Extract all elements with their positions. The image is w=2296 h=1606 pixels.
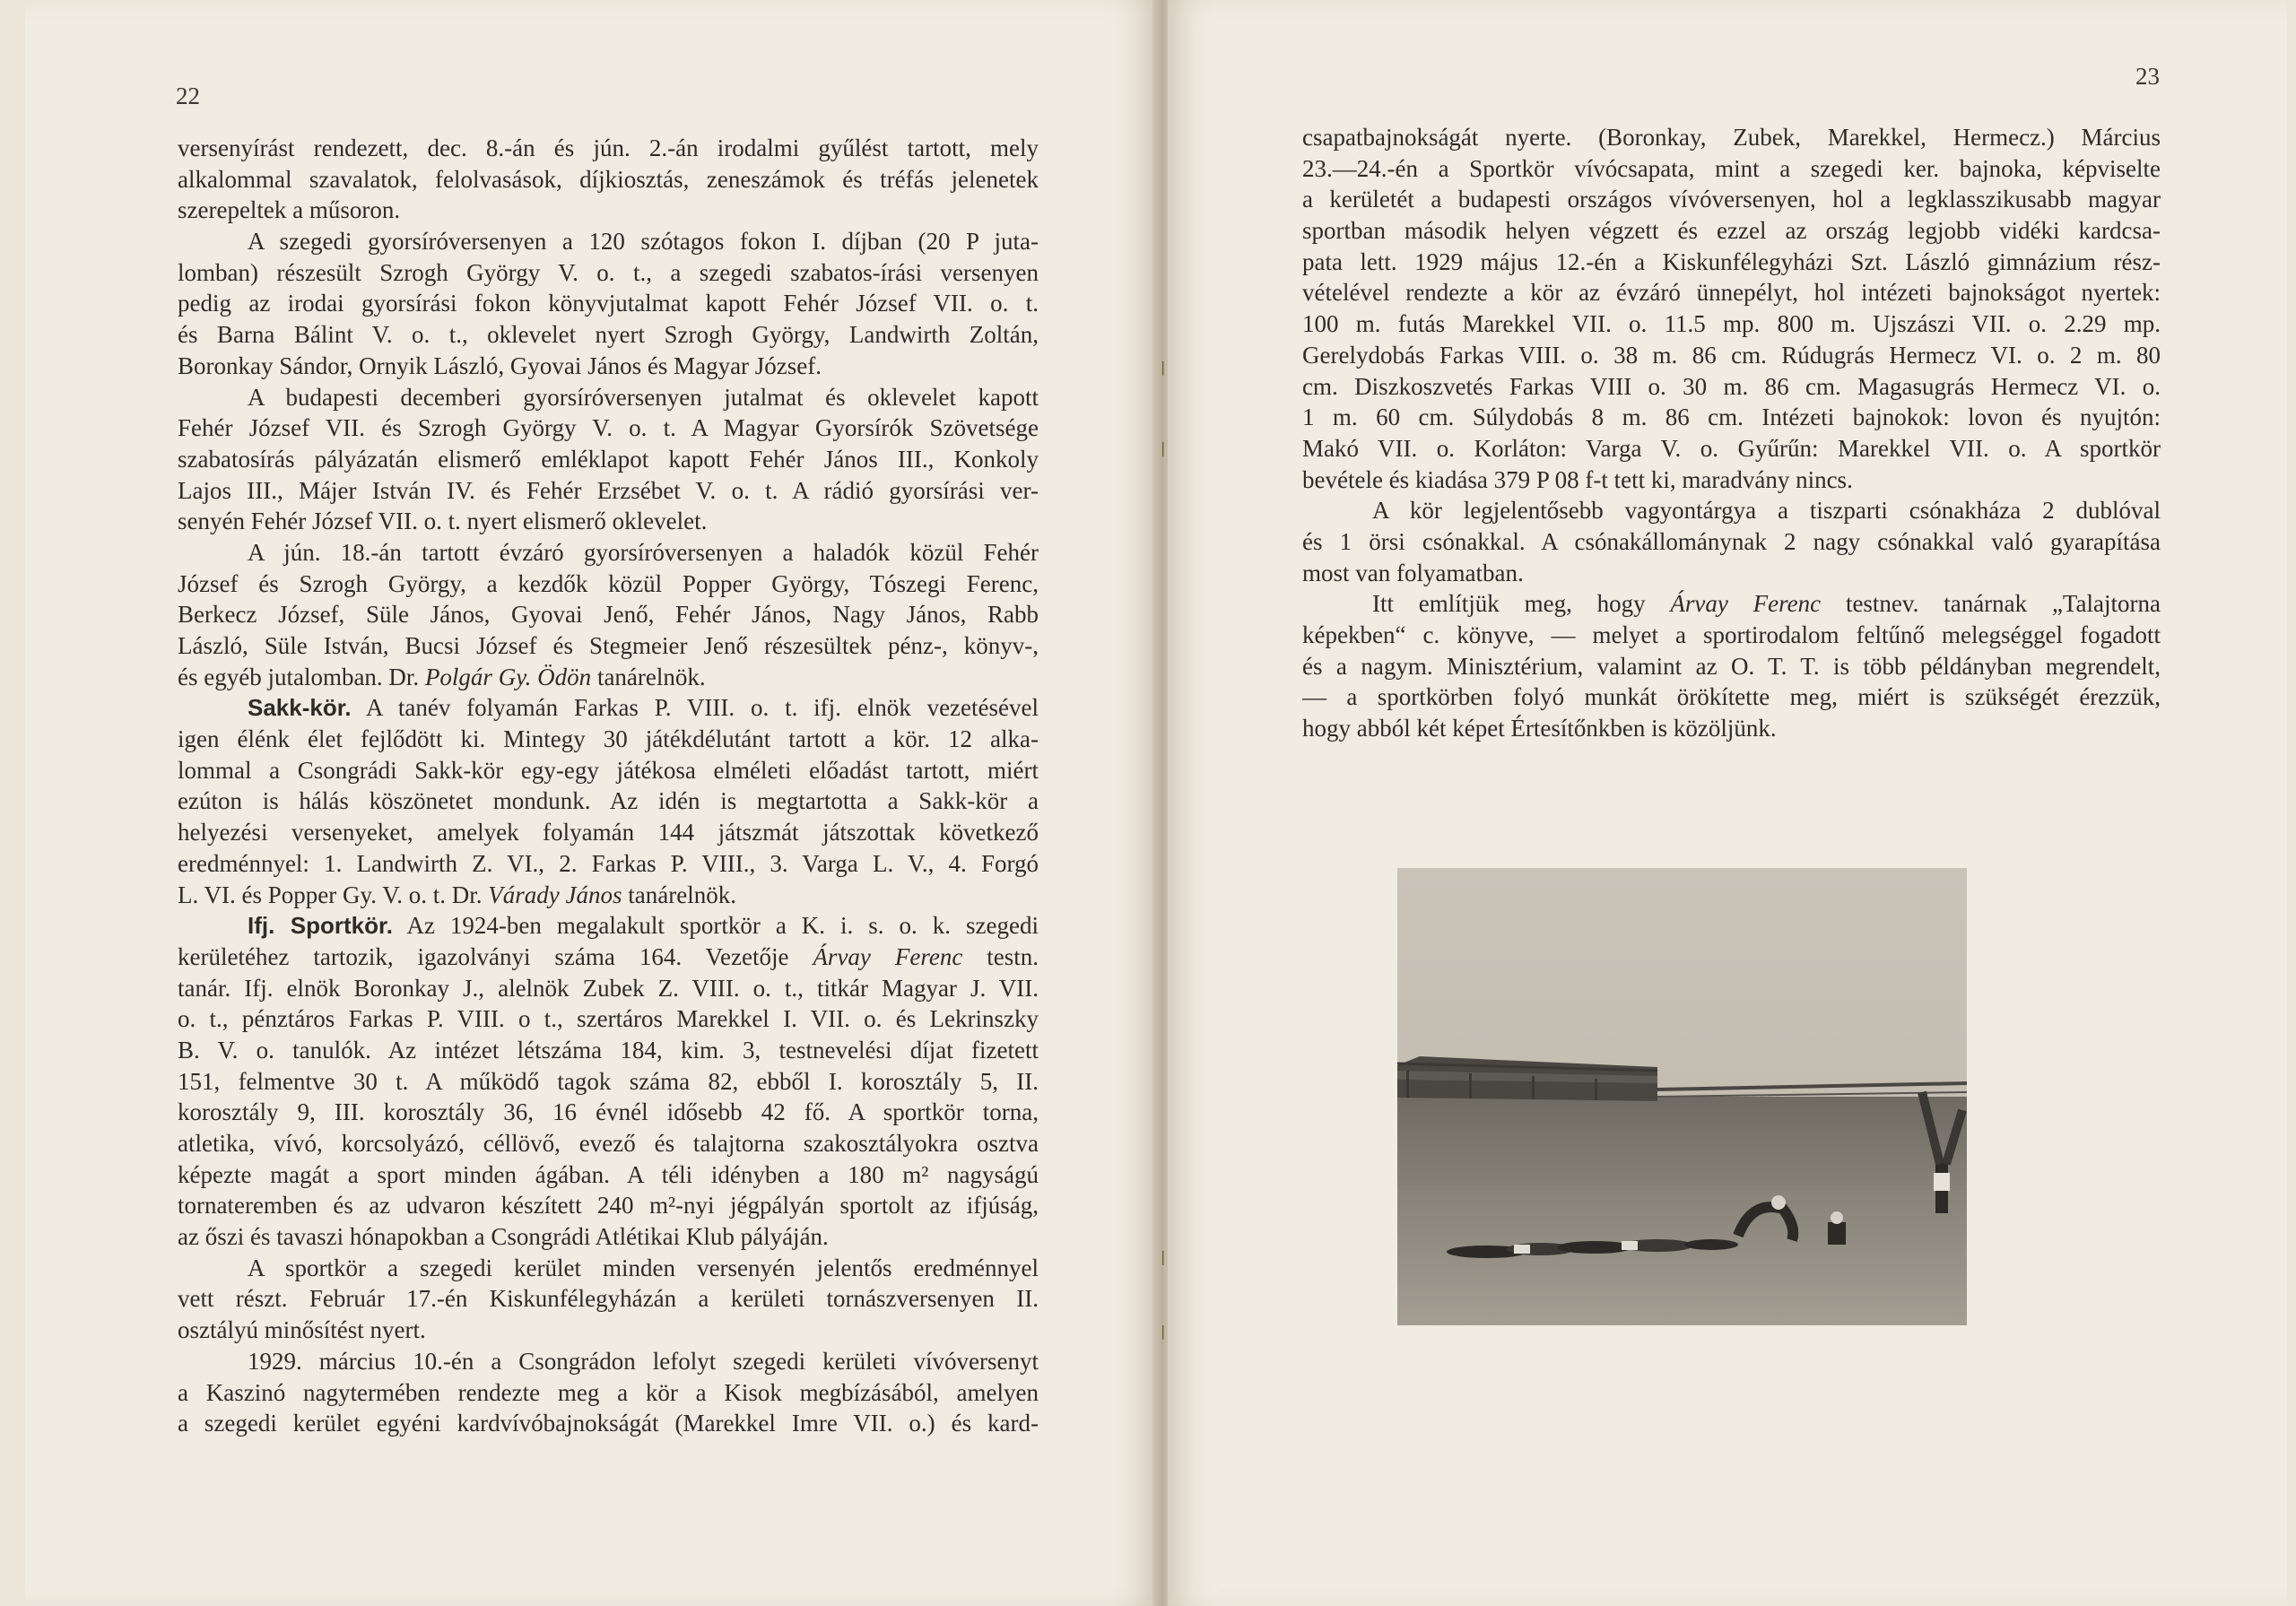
text-line bbox=[1302, 558, 2161, 589]
text-line bbox=[178, 1035, 1039, 1066]
text-line bbox=[178, 1159, 1039, 1191]
text-line bbox=[178, 319, 1039, 351]
text-run: eredménnyel: 1. Landwirth Z. VI., 2. Farkas P. VIII., 3. Varga L. V., 4. Forgó bbox=[178, 849, 1039, 877]
text-line bbox=[178, 848, 1039, 880]
text-line bbox=[178, 630, 1039, 662]
text-run: képezte magát a sport minden ágában. A téli idényben a 180 m² nagyságú bbox=[178, 1160, 1039, 1188]
text-run: Gerelydobás Farkas VIII. o. 38 m. 86 cm. Rúdugrás Hermecz VI. o. 2 m. 80 bbox=[1302, 341, 2161, 369]
text-line bbox=[1302, 464, 2161, 496]
text-run: L. VI. és Popper Gy. V. o. t. Dr. bbox=[178, 881, 489, 908]
text-run: László, Süle István, Bucsi József és Stegmeier Jenő részesültek pénz-, könyv-, bbox=[178, 632, 1039, 659]
text-run: a szegedi kerület egyéni kardvívóbajnokságát (Marekkel Imre VII. o.) és kard- bbox=[178, 1410, 1039, 1437]
text-line bbox=[178, 755, 1039, 786]
text-run: A szegedi gyorsíróversenyen a 120 szótagos fokon I. díjban (20 P juta- bbox=[248, 228, 1039, 256]
text-line bbox=[178, 1097, 1039, 1128]
text-run: bevétele és kiadása 379 P 08 f-t tett ki, maradvány nincs. bbox=[1302, 465, 1853, 493]
text-line bbox=[178, 506, 1039, 537]
text-run: igen élénk élet fejlődött ki. Mintegy 30 játékdélutánt tartott a kör. 12 alka- bbox=[178, 725, 1039, 753]
text-run: Fehér József VII. és Szrogh György V. o. t. A Magyar Gyorsírók Szövetsége bbox=[178, 414, 1039, 442]
text-run: József és Szrogh György, a kezdők közül Popper György, Tószegi Ferenc, bbox=[178, 569, 1039, 597]
text-run: képekben“ c. könyve, — melyet a sportirodalom feltűnő melegséggel fogadott bbox=[1302, 621, 2161, 648]
text-line bbox=[1302, 681, 2161, 713]
text-run: és Barna Bálint V. o. t., oklevelet nyert Szrogh György, Landwirth Zoltán, bbox=[178, 321, 1039, 349]
gymnastics-photograph bbox=[1397, 868, 1967, 1325]
text-line bbox=[1302, 371, 2161, 403]
section-heading: Sakk-kör. bbox=[248, 694, 352, 722]
text-run: 151, felmentve 30 t. A működő tagok száma 82, ebből I. korosztály 5, II. bbox=[178, 1067, 1039, 1095]
section-heading: Ifj. Sportkör. bbox=[248, 912, 393, 940]
text-run: A kör legjelentősebb vagyontárgya a tiszparti csónakháza 2 dublóval bbox=[1372, 497, 2161, 525]
text-line bbox=[178, 662, 1039, 693]
text-run: testnev. tanárnak „Talajtorna bbox=[1821, 590, 2161, 618]
text-line bbox=[178, 288, 1039, 319]
text-line bbox=[178, 351, 1039, 382]
text-line bbox=[178, 537, 1039, 569]
text-line bbox=[178, 1221, 1039, 1253]
text-line bbox=[178, 475, 1039, 507]
text-run: 100 m. futás Marekkel VII. o. 11.5 mp. 800 m. Ujszászi VII. o. 2.29 mp. bbox=[1302, 310, 2161, 338]
text-run: A tanév folyamán Farkas P. VIII. o. t. ifj. elnök vezetésével bbox=[351, 694, 1039, 722]
text-line bbox=[1302, 495, 2161, 526]
text-run: atletika, vívó, korcsolyázó, céllövő, evező és talajtorna szakosztályokra osztva bbox=[178, 1130, 1039, 1157]
left-page-number: 22 bbox=[176, 82, 200, 109]
text-run: korosztály 9, III. korosztály 36, 16 évnél idősebb 42 fő. A sportkör torna, bbox=[178, 1098, 1039, 1126]
text-run: o. t., pénztáros Farkas P. VIII. o t., szertáros Marekkel I. VII. o. és Lekrinszky bbox=[178, 1005, 1039, 1033]
right-page-number: 23 bbox=[2135, 63, 2160, 90]
text-line bbox=[178, 910, 1039, 942]
text-line bbox=[178, 569, 1039, 600]
text-line bbox=[178, 195, 1039, 226]
text-run: lommal a Csongrádi Sakk-kör egy-egy játékosa elméleti előadást tartott, miért bbox=[178, 756, 1039, 784]
text-run: testn. bbox=[962, 942, 1039, 970]
text-run: tanárelnök. bbox=[622, 881, 736, 908]
text-line bbox=[178, 164, 1039, 195]
text-line bbox=[178, 973, 1039, 1004]
text-run: csapatbajnokságát nyerte. (Boronkay, Zubek, Marekkel, Hermecz.) Március bbox=[1302, 124, 2161, 151]
text-run: helyezési versenyeket, amelyek folyamán 144 játszmát játszottak következő bbox=[178, 819, 1039, 846]
text-line bbox=[178, 942, 1039, 973]
binding-mark-1: ❘ bbox=[1157, 360, 1170, 376]
text-run: Az 1924-ben megalakult sportkör a K. i. s. o. k. szegedi bbox=[392, 912, 1039, 940]
text-run: az őszi és tavaszi hónapokban a Csongrádi Atlétikai Klub pályáján. bbox=[178, 1223, 829, 1251]
photograph-image bbox=[1397, 868, 1967, 1325]
text-run: a Kaszinó nagytermében rendezte meg a kör a Kisok megbízásából, amelyen bbox=[178, 1378, 1039, 1406]
text-line bbox=[178, 382, 1039, 413]
text-line bbox=[178, 1253, 1039, 1284]
text-line bbox=[178, 1346, 1039, 1377]
right-page-body-text bbox=[1302, 122, 2161, 744]
text-run: B. V. o. tanulók. Az intézet létszáma 184, kim. 3, testnevelési díjat fizetett bbox=[178, 1036, 1039, 1063]
text-line bbox=[1302, 153, 2161, 185]
text-line bbox=[178, 1408, 1039, 1439]
text-line bbox=[178, 133, 1039, 164]
text-run: A budapesti decemberi gyorsíróversenyen jutalmat és oklevelet kapott bbox=[248, 383, 1039, 411]
text-line bbox=[1302, 215, 2161, 247]
text-line bbox=[178, 817, 1039, 848]
text-run: senyén Fehér József VII. o. t. nyert elismerő oklevelet. bbox=[178, 508, 708, 535]
text-run: Boronkay Sándor, Ornyik László, Gyovai János és Magyar József. bbox=[178, 352, 822, 379]
text-line bbox=[1302, 713, 2161, 744]
binding-mark-3: ❘ bbox=[1157, 1250, 1170, 1265]
text-run: sportban második helyen végzett és ezzel az ország legjobb vidéki kardcsa- bbox=[1302, 217, 2161, 245]
text-line bbox=[1302, 122, 2161, 153]
text-line bbox=[178, 599, 1039, 630]
text-line bbox=[1302, 620, 2161, 651]
text-line bbox=[178, 1283, 1039, 1315]
text-run: tanárelnök. bbox=[591, 663, 706, 690]
text-run: és egyéb jutalomban. Dr. bbox=[178, 663, 425, 690]
text-line bbox=[1302, 184, 2161, 215]
text-line bbox=[1302, 277, 2161, 308]
text-run: tanár. Ifj. elnök Boronkay J., alelnök Zubek Z. VIII. o. t., titkár Magyar J. VII. bbox=[178, 974, 1039, 1002]
text-line bbox=[178, 1377, 1039, 1409]
text-run: ezúton is hálás köszönetet mondunk. Az idén is megtartotta a Sakk-kör a bbox=[178, 787, 1039, 815]
text-run: és a nagym. Minisztérium, valamint az O. T. T. is több példányban megrendelt, bbox=[1302, 652, 2161, 680]
text-line bbox=[1302, 247, 2161, 278]
text-line bbox=[178, 880, 1039, 911]
text-line bbox=[1302, 651, 2161, 682]
text-run: lomban) részesült Szrogh György V. o. t., a szegedi szabatos-írási versenyen bbox=[178, 258, 1039, 286]
text-run: Makó VII. o. Korláton: Varga V. o. Gyűrűn: Marekkel VII. o. A sportkör bbox=[1302, 434, 2161, 462]
text-run: szabatosírás pályázatán elismerő emléklapot kapott Fehér János III., Konkoly bbox=[178, 445, 1039, 473]
text-run: hogy abból két képet Értesítőnkben is közöljünk. bbox=[1302, 715, 1777, 742]
text-line bbox=[178, 1190, 1039, 1221]
italic-name: Polgár Gy. Ödön bbox=[424, 663, 592, 690]
text-run: a kerületét a budapesti országos vívóversenyen, hol a legklasszikusabb magyar bbox=[1302, 186, 2161, 213]
text-line bbox=[1302, 402, 2161, 433]
text-run: 1 m. 60 cm. Súlydobás 8 m. 86 cm. Intézeti bajnokok: lovon és nyujtón: bbox=[1302, 404, 2161, 431]
text-line bbox=[178, 412, 1039, 444]
text-run: pata lett. 1929 május 12.-én a Kiskunfélegyházi Szt. László gimnázium rész- bbox=[1302, 247, 2161, 275]
text-run: 1929. március 10.-én a Csongrádon lefolyt szegedi kerületi vívóversenyt bbox=[248, 1347, 1039, 1375]
italic-name: Várady János bbox=[488, 881, 622, 908]
text-run: pedig az irodai gyorsírási fokon könyvjutalmat kapott Fehér József VII. o. t. bbox=[178, 290, 1039, 317]
text-run: tornateremben és az udvaron készített 240 m²-nyi jégpályán sportolt az ifjúság, bbox=[178, 1192, 1039, 1220]
text-run: Lajos III., Májer István IV. és Fehér Erzsébet V. o. t. A rádió gyorsírási ver- bbox=[178, 476, 1039, 504]
text-run: és 1 örsi csónakkal. A csónakállománynak 2 nagy csónakkal való gyarapítása bbox=[1302, 527, 2161, 555]
text-run: osztályú minősítést nyert. bbox=[178, 1316, 426, 1344]
text-line bbox=[178, 1003, 1039, 1035]
text-line bbox=[1302, 433, 2161, 464]
text-line bbox=[1302, 340, 2161, 371]
text-run: Berkecz József, Süle János, Gyovai Jenő, Fehér János, Nagy János, Rabb bbox=[178, 601, 1039, 629]
text-line bbox=[178, 692, 1039, 724]
text-line bbox=[178, 226, 1039, 257]
text-line bbox=[178, 1128, 1039, 1159]
text-line bbox=[178, 786, 1039, 817]
text-run: most van folyamatban. bbox=[1302, 559, 1524, 586]
text-line bbox=[1302, 526, 2161, 558]
text-run: 23.—24.-én a Sportkör vívócsapata, mint a szegedi ker. bajnoka, képviselte bbox=[1302, 154, 2161, 182]
binding-mark-2: ❘ bbox=[1157, 441, 1170, 456]
binding-mark-4: ❘ bbox=[1157, 1324, 1170, 1340]
text-line bbox=[1302, 308, 2161, 340]
text-run: — a sportkörben folyó munkát örökítette meg, miért is szükségét érezzük, bbox=[1302, 683, 2161, 711]
text-run: kerületéhez tartozik, igazolványi száma 164. Vezetője bbox=[178, 942, 813, 970]
italic-name: Árvay Ferenc bbox=[813, 942, 963, 970]
text-run: alkalommal szavalatok, felolvasások, díjkiosztás, zeneszámok és tréfás jelenetek bbox=[178, 165, 1039, 193]
text-run: A sportkör a szegedi kerület minden versenyén jelentős eredménnyel bbox=[248, 1254, 1039, 1281]
text-run: A jún. 18.-án tartott évzáró gyorsíróversenyen a haladók közül Fehér bbox=[248, 538, 1039, 566]
italic-name: Árvay Ferenc bbox=[1670, 590, 1822, 618]
text-line bbox=[178, 724, 1039, 755]
text-line bbox=[1302, 588, 2161, 620]
text-line bbox=[178, 257, 1039, 289]
text-line bbox=[178, 1066, 1039, 1098]
text-run: versenyírást rendezett, dec. 8.-án és jún. 2.-án irodalmi gyűlést tartott, mely bbox=[178, 135, 1039, 161]
text-run: szerepeltek a műsoron. bbox=[178, 196, 401, 224]
text-run: vételével rendezte a kör az évzáró ünnepélyt, hol intézeti bajnokságot nyertek: bbox=[1302, 279, 2161, 307]
text-run: cm. Diszkoszvetés Farkas VIII o. 30 m. 86 cm. Magasugrás Hermecz VI. o. bbox=[1302, 372, 2161, 400]
text-line bbox=[178, 1315, 1039, 1346]
text-line bbox=[178, 444, 1039, 475]
left-page-body-text bbox=[178, 133, 1039, 1439]
text-run: vett részt. Február 17.-én Kiskunfélegyházán a kerületi tornászversenyen II. bbox=[178, 1285, 1039, 1313]
text-run: Itt említjük meg, hogy bbox=[1372, 590, 1671, 618]
